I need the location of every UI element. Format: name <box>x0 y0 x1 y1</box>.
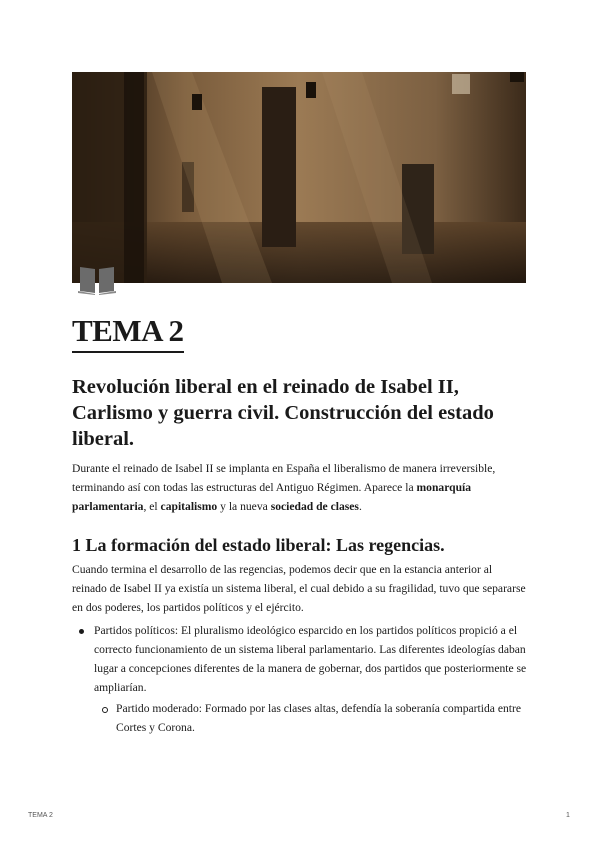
bold-term: capitalismo <box>160 500 218 513</box>
header-photo <box>72 72 526 283</box>
bold-term: sociedad de clases <box>270 500 359 513</box>
book-icon <box>78 265 116 295</box>
street-photo <box>72 72 526 283</box>
section-heading: 1 La formación del estado liberal: Las regencias. <box>72 535 445 555</box>
document-subtitle: Revolución liberal en el reinado de Isabel II, Carlismo y guerra civil. Construcción del estado liberal. <box>72 376 494 450</box>
footer-left: TEMA 2 <box>28 812 53 819</box>
bold-term: monarquía parlamentaria <box>72 481 472 513</box>
page-number: 1 <box>566 812 570 819</box>
intro-paragraph: Durante el reinado de Isabel II se implanta en España el liberalismo de manera irreversible, terminando así con todas las estructuras del Antiguo Régimen. Aparece la monarquía parlamentaria, el capitalismo y la nueva sociedad de clases. <box>72 462 496 513</box>
sub-bullet-circle <box>102 707 108 713</box>
list-item: Partidos políticos: El pluralismo ideológico esparcido en los partidos políticos propició a el correcto funcionamiento de un sistema liberal parlamentario. Las diferentes ideologías daban lugar a concepciones diferentes de la manera de gobernar, dos partidos que posteriormente se ampliarían. <box>94 624 527 694</box>
bullet-dot <box>79 629 84 634</box>
sub-list-item: Partido moderado: Formado por las clases altas, defendía la soberanía compartida entre Cortes y Corona. <box>116 702 521 734</box>
page-title: TEMA 2 <box>72 313 184 353</box>
section-paragraph: Cuando termina el desarrollo de las regencias, podemos decir que en la estancia anterior al reinado de Isabel II ya existía un sistema liberal, el cual debido a su fragilidad, tuvo que separarse en dos poderes, los partidos políticos y el ejército. <box>72 563 526 614</box>
